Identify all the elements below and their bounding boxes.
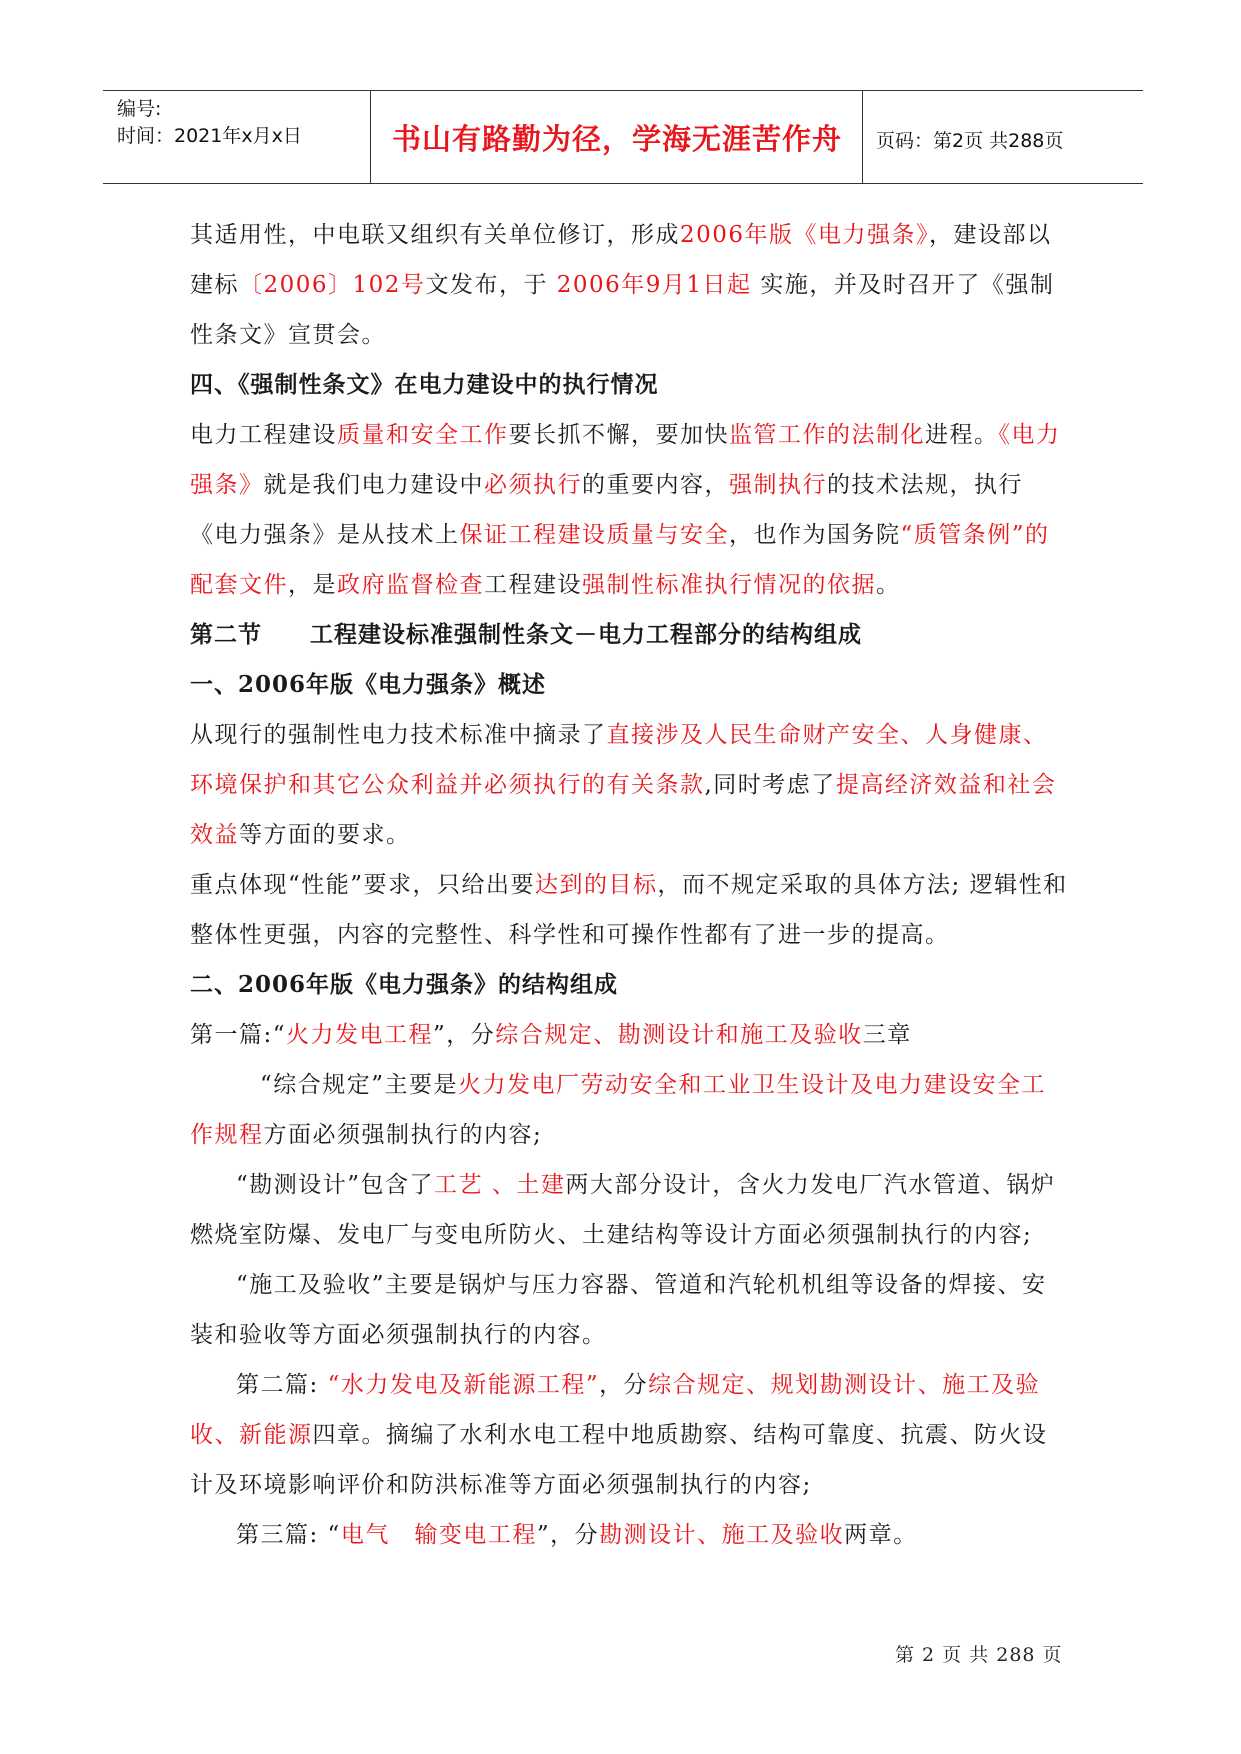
- text-run: ，是: [288, 572, 337, 598]
- highlighted-text: 监管工作的法制化: [729, 422, 925, 448]
- header-top-rule: [103, 90, 1143, 91]
- highlighted-text: 2006年版《电力强条》: [680, 222, 930, 248]
- text-run: “施工及验收”主要是锅炉与压力容器、管道和汽轮机机组等设备的焊接、安装和验收等方面必须强制执行的内容。: [190, 1272, 1047, 1348]
- highlighted-text: 综合规定、规划勘测设计、施工及验收、新能源: [190, 1372, 1041, 1448]
- highlighted-text: 提高经济效益和社会效益: [190, 772, 1057, 848]
- text-run: ,同时考虑了: [704, 772, 836, 798]
- page-footer: 第 2 页 共 288 页: [895, 1644, 1063, 1666]
- text-run: 从现行的强制性电力技术标准中摘录了: [190, 722, 607, 748]
- section-heading: [190, 610, 1070, 660]
- highlighted-text: 强制性标准执行情况的依据: [582, 572, 876, 598]
- paragraph: [190, 1060, 1070, 1160]
- text-run: 一、2006年版《电力强条》概述: [190, 671, 547, 698]
- text-run: ，建设部以建标: [190, 222, 1052, 298]
- text-run: 两大部分设计，含火力发电厂汽水管道、锅炉燃烧室防爆、发电厂与变电所防火、土建结构等设计方面必须强制执行的内容;: [190, 1172, 1056, 1248]
- text-run: 三章: [862, 1022, 912, 1048]
- text-run: 电力工程建设: [190, 422, 337, 448]
- text-run: 四、《强制性条文》在电力建设中的执行情况: [190, 371, 659, 398]
- text-run: 第一篇:“: [190, 1022, 287, 1048]
- text-run: 工程建设: [484, 572, 582, 598]
- serial-number-label: 编号:: [117, 98, 162, 120]
- section-heading: [190, 660, 1070, 710]
- highlighted-text: 保证工程建设质量与安全: [459, 522, 729, 548]
- highlighted-text: 勘测设计、施工及验收: [599, 1522, 845, 1548]
- text-run: ，分: [599, 1372, 649, 1398]
- text-run: ”，分: [433, 1022, 496, 1048]
- text-run: 重点体现“性能”要求，只给出要: [190, 872, 536, 898]
- text-run: 进程。: [925, 422, 999, 448]
- paragraph: [190, 1160, 1070, 1260]
- highlighted-text: 〔2006〕102号: [239, 272, 426, 298]
- text-run: 的重要内容，: [582, 472, 729, 498]
- highlighted-text: 强制执行: [729, 472, 827, 498]
- highlighted-text: 火力发电厂劳动安全和工业卫生设计及电力建设安全工作规程: [190, 1072, 1047, 1148]
- paragraph: [190, 210, 1070, 360]
- text-run: 其适用性，中电联又组织有关单位修订，形成: [190, 222, 680, 248]
- highlighted-text: “水力发电及新能源工程”: [327, 1372, 600, 1398]
- date-label: 时间：2021年x月x日: [117, 125, 302, 147]
- text-run: 就是我们电力建设中: [263, 472, 484, 498]
- highlighted-text: 政府监督检查: [337, 572, 484, 598]
- text-run: ，也作为国务院: [729, 522, 901, 548]
- section-heading: [190, 960, 1070, 1010]
- highlighted-text: 质量和安全工作: [337, 422, 509, 448]
- highlighted-text: 直接涉及人民生命财产安全、人身健康、环境保护和其它公众利益并必须执行的有关条款: [190, 722, 1048, 798]
- text-run: 。: [876, 572, 901, 598]
- highlighted-text: 电气 输变电工程: [340, 1522, 537, 1548]
- text-run: 第二篇:: [236, 1372, 328, 1398]
- header-divider-left: [370, 90, 371, 184]
- text-run: 二、2006年版《电力强条》的结构组成: [190, 971, 619, 998]
- text-run: ，而不规定采取的具体方法; 逻辑性和整体性更强，内容的完整性、科学性和可操作性都有了进一步的提高。: [190, 872, 1068, 948]
- text-run: ”，分: [536, 1522, 600, 1548]
- header-motto: 书山有路勤为径，学海无涯苦作舟: [392, 122, 843, 156]
- text-run: 两章。: [844, 1522, 918, 1548]
- highlighted-text: 《电力强条》: [190, 422, 1061, 498]
- document-body: [190, 210, 1070, 1560]
- text-run: 要长抓不懈，要加快: [508, 422, 729, 448]
- text-run: 的技术法规，执行《电力强条》是从技术上: [190, 472, 1023, 548]
- paragraph: [190, 1510, 1070, 1560]
- text-run: 四章。摘编了水利水电工程中地质勘察、结构可靠度、抗震、防火设计及环境影响评价和防洪标准等方面必须强制执行的内容;: [190, 1422, 1048, 1498]
- header-divider-right: [862, 90, 863, 184]
- paragraph: [190, 410, 1070, 610]
- paragraph: [190, 1260, 1070, 1360]
- highlighted-text: 2006年9月1日起: [556, 272, 752, 298]
- header-bottom-rule: [103, 183, 1143, 184]
- highlighted-text: 火力发电工程: [286, 1022, 434, 1048]
- highlighted-text: 必须执行: [484, 472, 582, 498]
- text-run: 等方面的要求。: [239, 822, 411, 848]
- paragraph: [190, 1360, 1070, 1510]
- paragraph: [190, 710, 1070, 860]
- text-run: 实施，并及时召开了《强制性条文》宣贯会。: [190, 272, 1055, 348]
- section-heading: [190, 360, 1070, 410]
- highlighted-text: 综合规定、勘测设计和施工及验收: [495, 1022, 863, 1048]
- text-run: 文发布，于: [425, 272, 557, 298]
- paragraph: [190, 1010, 1070, 1060]
- highlighted-text: “质管条例”的配套文件: [190, 522, 1050, 598]
- text-run: 方面必须强制执行的内容;: [263, 1122, 543, 1148]
- page-number-label: 页码：第2页 共288页: [876, 130, 1064, 152]
- text-run: 第三篇: “: [236, 1522, 341, 1548]
- highlighted-text: 达到的目标: [535, 872, 658, 898]
- text-run: “勘测设计”包含了: [236, 1172, 435, 1198]
- highlighted-text: 工艺 、土建: [434, 1172, 566, 1198]
- text-run: 第二节 工程建设标准强制性条文－电力工程部分的结构组成: [190, 621, 862, 648]
- paragraph: [190, 860, 1070, 960]
- text-run: “综合规定”主要是: [260, 1072, 459, 1098]
